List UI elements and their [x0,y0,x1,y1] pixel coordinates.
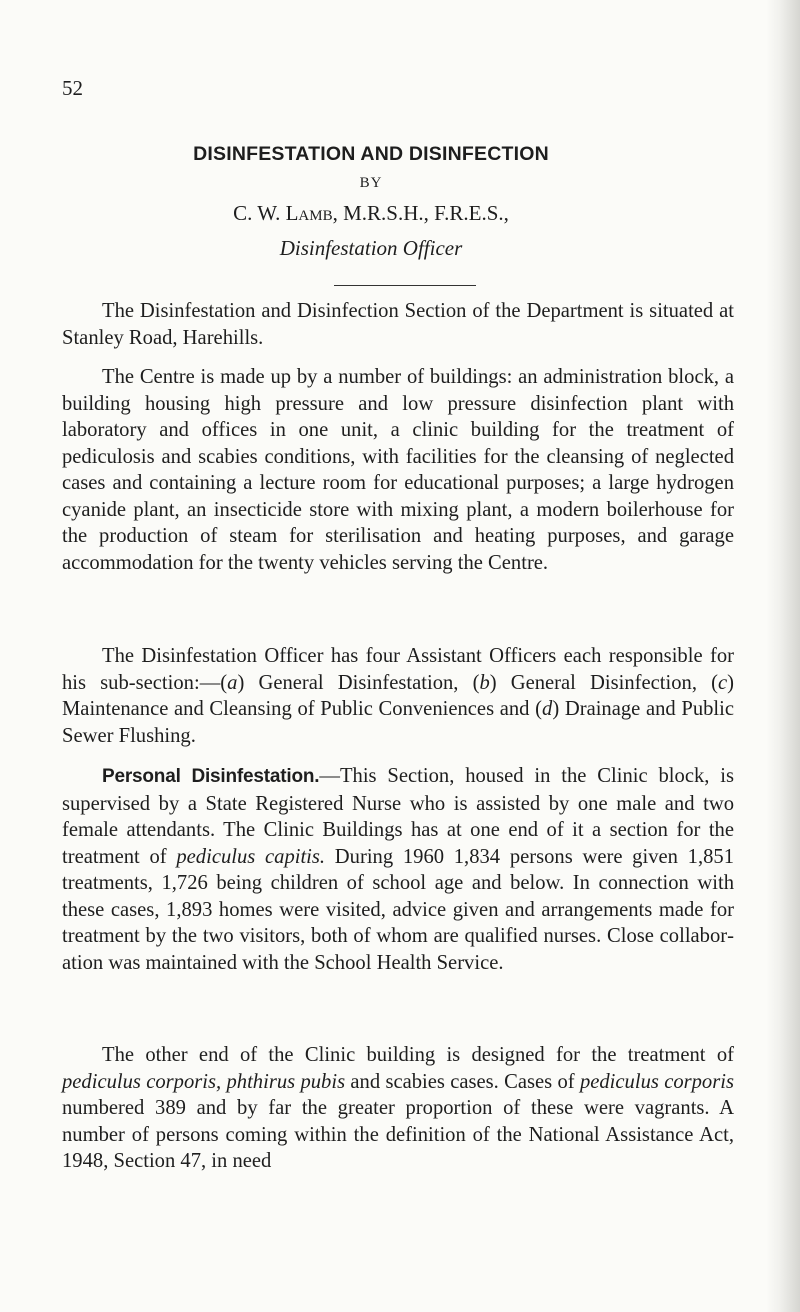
page-title: DISINFESTATION AND DISINFECTION [193,143,549,165]
page-number: 52 [62,76,83,100]
paragraph-assistant-officers: The Disinfestation Officer has four Assistant Officers each responsible for his sub-section:—(a) General Disinfestation, (b) General Disinfection, (c) Maintenance and Cleansing of Public Conveniences and (d) Drainage and Public Sewer Flushing. [62,645,734,747]
byline-by: BY [359,175,383,191]
author-surname: Lamb [285,201,333,225]
author-name [0,201,742,226]
paragraph-centre-buildings: The Centre is made up by a number of buildings: an administration block, a building housing high pressure and low pressure disinfection plant with laboratory and offices in one unit, a clinic building for the treatment of pediculosis and scabies conditions, with facilities for the cleansing of neglected cases and containing a lecture room for educational purposes; a large hydrogen cyanide plant, an insecticide store with mixing plant, a modern boilerhouse for the production of steam for sterilisation and heating purposes, and garage accommodation for the twenty vehicles serving the Centre. [62,366,734,574]
author-title: Disinfestation Officer [279,236,463,260]
author-initials: C. W. [233,201,286,225]
paragraph-clinic-other-end: The other end of the Clinic building is designed for the treatment of pediculus corporis, phthirus pubis and scabies cases. Cases of pediculus corporis numbered 389 and by far the greater proportion of these were vagrants. A number of persons coming within the definition of the National Assistance Act, 1948, Section 47, in need [62,1044,734,1172]
paragraph-location: The Disinfestation and Disinfection Section of the Department is situated at Stanley Road, Harehills. [62,300,734,349]
paragraph-personal-disinfestation: Personal Disinfestation.—This Section, housed in the Clinic block, is supervised by a State Registered Nurse who is assisted by one male and two female attendants. The Clinic Buildings has at one end of it a section for the treatment of pediculus capitis. During 1960 1,834 persons were given 1,851 treatments, 1,726 being children of school age and below. In connection with these cases, 1,893 homes were visited, advice given and arrangements made for treatment by the two visitors, both of whom are qualified nurses. Close collaboration was maintained with the School Health Service. [62,765,734,974]
page-edge-shadow [766,0,800,1312]
section-lead-heading: Personal Disinfestation. [102,766,320,787]
divider-rule [334,285,476,286]
author-degrees: , M.R.S.H., F.R.E.S., [332,201,509,225]
